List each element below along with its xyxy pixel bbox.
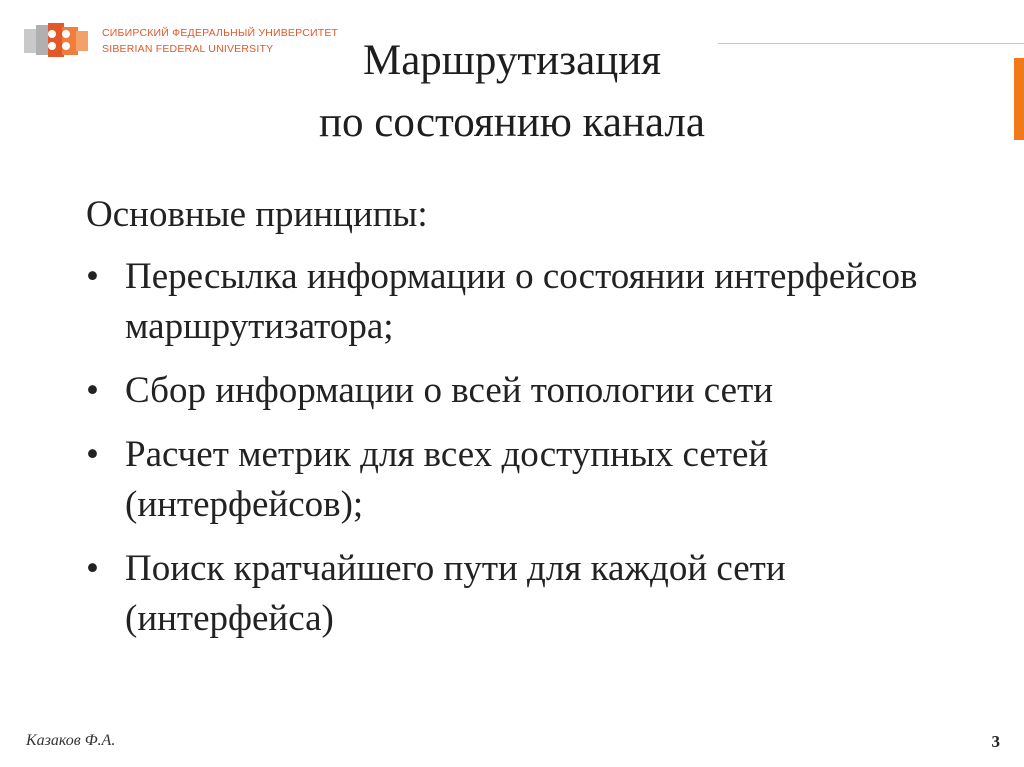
bullet-marker: • (86, 548, 99, 589)
bullet-item (86, 430, 945, 530)
bullet-marker: • (86, 370, 99, 411)
bullet-item (86, 366, 945, 416)
footer-author: Казаков Ф.А. (26, 732, 116, 749)
title-line-1: Маршрутизация (362, 37, 662, 84)
page-number: 3 (991, 732, 1000, 751)
bullet-marker: • (86, 256, 99, 297)
bullet-item (86, 544, 945, 644)
bullet-marker: • (86, 434, 99, 475)
title-line-2: по состоянию канала (319, 99, 705, 146)
slide-title (0, 30, 1024, 154)
logo-line-english: SIBERIAN FEDERAL UNIVERSITY (102, 43, 274, 55)
slide-body (86, 190, 986, 658)
bullet-item (86, 252, 945, 352)
logo-line-russian: СИБИРСКИЙ ФЕДЕРАЛЬНЫЙ УНИВЕРСИТЕТ (102, 27, 339, 39)
bullet-text: Поиск кратчайшего пути для каждой сети (интерфейса) (125, 548, 786, 639)
bullet-list (86, 252, 986, 644)
body-heading: Основные принципы: (86, 194, 428, 235)
bullet-text: Расчет метрик для всех доступных сетей (интерфейсов); (125, 434, 769, 525)
bullet-text: Пересылка информации о состоянии интерфейсов маршрутизатора; (125, 256, 918, 347)
bullet-text: Сбор информации о всей топологии сети (125, 370, 774, 411)
